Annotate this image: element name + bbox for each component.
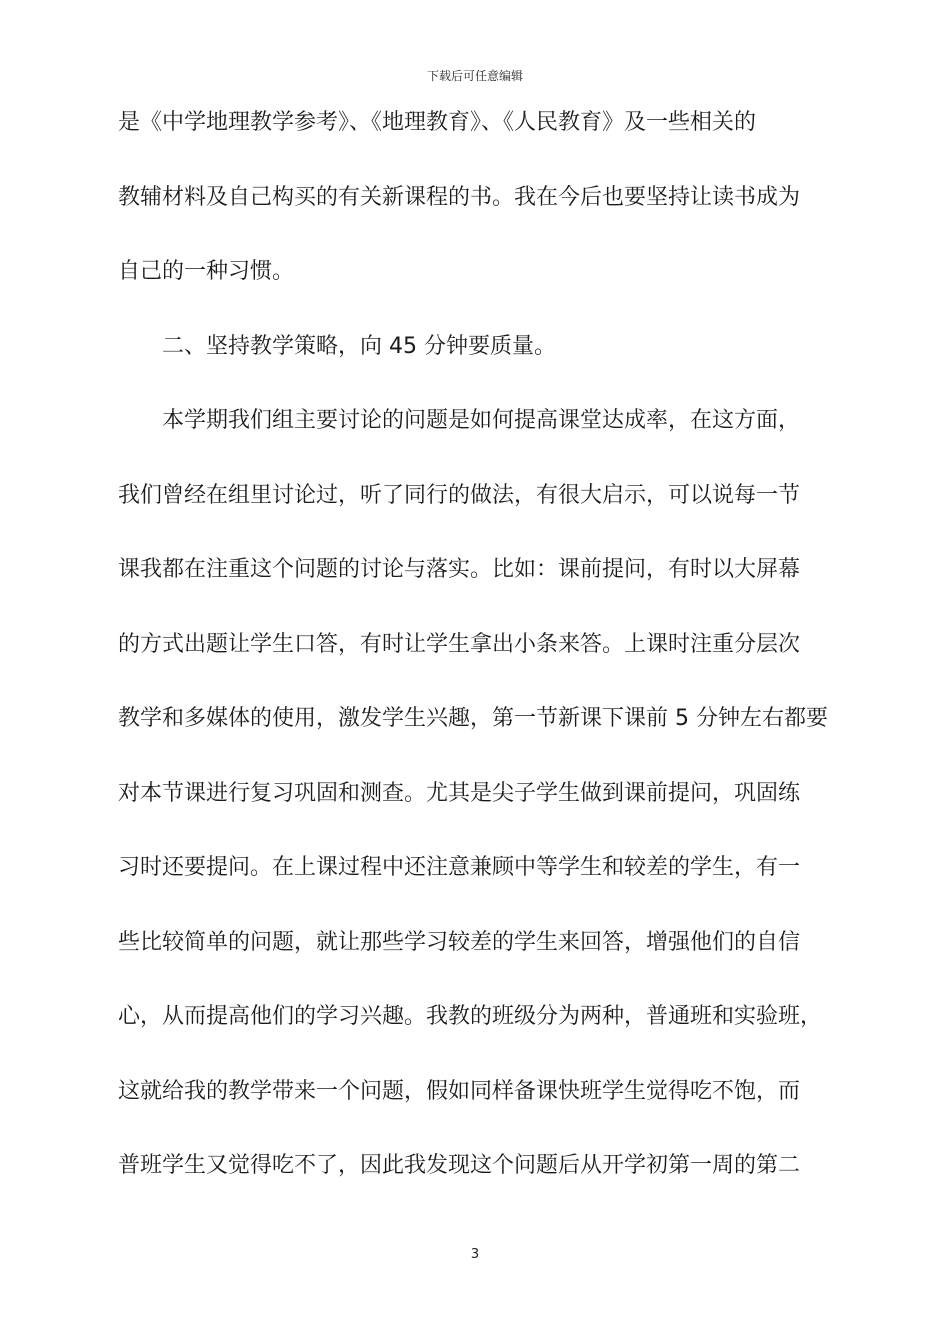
text-line: 习时还要提问。在上课过程中还注意兼顾中等学生和较差的学生，有一 [118,855,801,880]
text-line: 这就给我的教学带来一个问题，假如同样备课快班学生觉得吃不饱，而 [118,1078,801,1104]
section-heading: 二、坚持教学策略，向 45 分钟要质量。 [118,333,556,359]
document-body [118,100,834,1218]
text-line: 的方式出题让学生口答，有时让学生拿出小条来答。上课时注重分层次 [118,631,801,657]
text-line: 本学期我们组主要讨论的问题是如何提高课堂达成率，在这方面， [118,408,801,433]
text-line: 心，从而提高他们的学习兴趣。我教的班级分为两种，普通班和实验班， [118,1004,823,1029]
text-line: 对本节课进行复习巩固和测查。尤其是尖子学生做到课前提问，巩固练 [118,780,801,806]
text-line: 教学和多媒体的使用，激发学生兴趣，第一节新课下课前 5 分钟左右都要 [118,706,828,731]
text-line: 普班学生又觉得吃不了，因此我发现这个问题后从开学初第一周的第二 [118,1153,801,1178]
text-line: 教辅材料及自己构买的有关新课程的书。我在今后也要坚持让读书成为 [118,184,801,210]
text-line: 自己的一种习惯。 [118,259,295,284]
text-line: 我们曾经在组里讨论过，听了同行的做法，有很大启示，可以说每一节 [118,482,801,508]
page-number: 3 [470,1247,480,1262]
text-line: 课我都在注重这个问题的讨论与落实。比如：课前提问，有时以大屏幕 [118,557,801,582]
text-line: 是《中学地理教学参考》、《地理教育》、《人民教育》及一些相关的 [118,110,757,135]
page-header: 下载后可任意编辑 [426,69,523,83]
text-line: 些比较简单的问题，就让那些学习较差的学生来回答，增强他们的自信 [118,929,801,955]
